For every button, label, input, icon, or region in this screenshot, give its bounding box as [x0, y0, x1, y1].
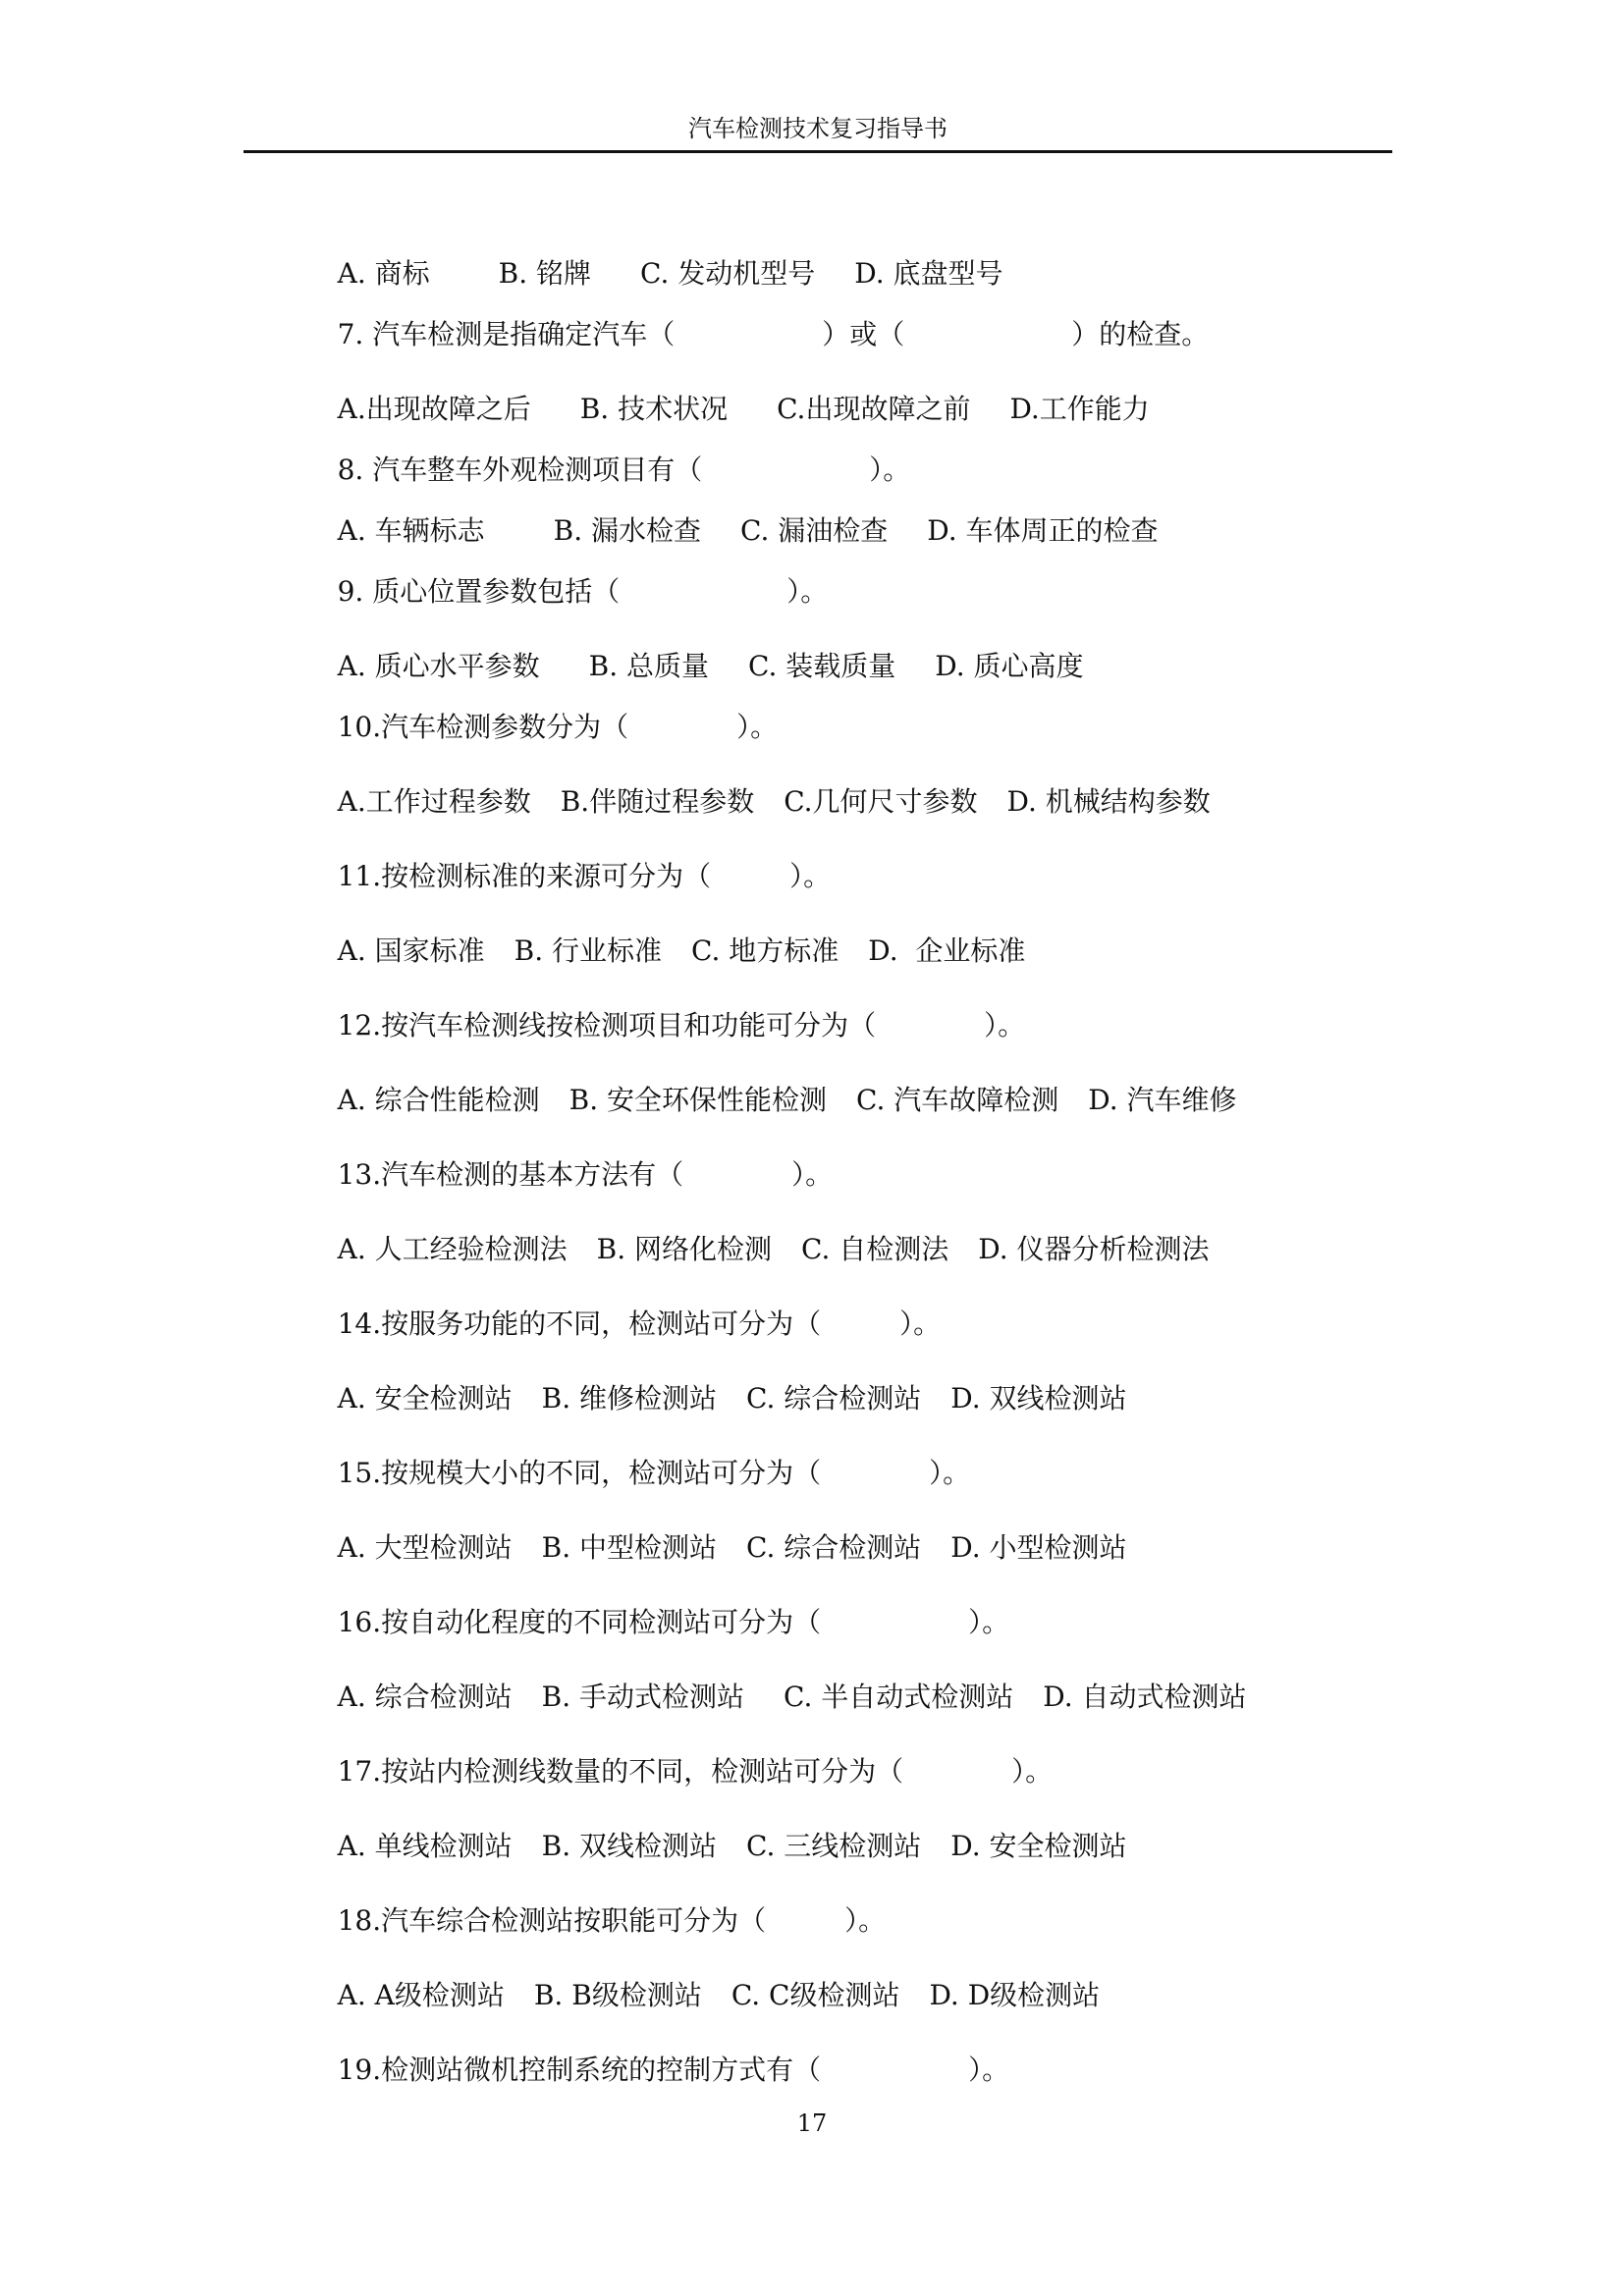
- question-text: ）。: [789, 860, 832, 892]
- option-a: A. 国家标准: [337, 934, 485, 967]
- option-a: A. 商标: [337, 257, 430, 290]
- option-b: B. 铭牌: [498, 257, 592, 290]
- option-d: D. 汽车维修: [1088, 1084, 1237, 1116]
- option-a: A. 大型检测站: [337, 1531, 513, 1564]
- question-text: 15.按规模大小的不同，检测站可分为（: [337, 1457, 822, 1489]
- option-b: B. 技术状况: [579, 393, 729, 425]
- option-c: C. 地方标准: [691, 934, 839, 967]
- question-text: ）。: [844, 1904, 887, 1937]
- question-list: [302, 196, 1363, 2086]
- option-d: D. D级检测站: [929, 1979, 1101, 2011]
- question-text: ）。: [736, 711, 779, 743]
- option-d: D. 仪器分析检测法: [978, 1233, 1210, 1265]
- option-a: A. 安全检测站: [337, 1382, 513, 1415]
- option-b: B. 漏水检查: [553, 514, 702, 547]
- header-divider: [244, 150, 1392, 153]
- question-text: 16.按自动化程度的不同检测站可分为（: [337, 1606, 822, 1638]
- question-text: 11.按检测标准的来源可分为（: [337, 860, 712, 892]
- option-b: B. 总质量: [588, 650, 710, 682]
- option-b: B. 双线检测站: [541, 1830, 718, 1862]
- question-text: ）。: [968, 2054, 1010, 2086]
- option-c: C.几何尺寸参数: [784, 785, 978, 818]
- option-c: C. 发动机型号: [640, 257, 816, 290]
- option-c: C. 汽车故障检测: [856, 1084, 1059, 1116]
- option-a: A. 人工经验检测法: [337, 1233, 568, 1265]
- question-text: 18.汽车综合检测站按职能可分为（: [337, 1904, 767, 1937]
- question-text: ）。: [929, 1457, 971, 1489]
- option-a: A.出现故障之后: [337, 393, 531, 425]
- question-text: 10.汽车检测参数分为（: [337, 711, 629, 743]
- question-text: 7. 汽车检测是指确定汽车（: [337, 318, 676, 350]
- question-text: 19.检测站微机控制系统的控制方式有（: [337, 2054, 822, 2086]
- option-c: C. 自检测法: [801, 1233, 949, 1265]
- question-text: 13.汽车检测的基本方法有（: [337, 1158, 684, 1191]
- option-d: D. 车体周正的检查: [927, 514, 1159, 547]
- option-a: A. 综合检测站: [337, 1681, 513, 1713]
- question-text: ）的检查。: [1071, 318, 1210, 350]
- option-b: B. 中型检测站: [541, 1531, 718, 1564]
- question-text: ）。: [786, 575, 829, 608]
- question-text: 8. 汽车整车外观检测项目有（: [337, 454, 703, 486]
- option-c: C. 综合检测站: [746, 1531, 922, 1564]
- options-line: [302, 200, 1363, 290]
- option-d: D. 机械结构参数: [1006, 785, 1211, 818]
- option-c: C.出现故障之前: [777, 393, 971, 425]
- question-text: 12.按汽车检测线按检测项目和功能可分为（: [337, 1009, 877, 1041]
- question-text: ）。: [791, 1158, 834, 1191]
- question-text: ）或（: [822, 318, 905, 350]
- option-a: A. 质心水平参数: [337, 650, 540, 682]
- option-c: C. 装载质量: [748, 650, 896, 682]
- option-d: D. 底盘型号: [854, 257, 1003, 290]
- option-b: B.伴随过程参数: [560, 785, 755, 818]
- option-d: D. 质心高度: [935, 650, 1084, 682]
- question-text: ）。: [984, 1009, 1026, 1041]
- question-text: ）。: [1011, 1755, 1054, 1788]
- option-c: C. C级检测站: [731, 1979, 900, 2011]
- option-a: A.工作过程参数: [337, 785, 531, 818]
- option-a: A. A级检测站: [337, 1979, 505, 2011]
- option-d: D. 企业标准: [868, 934, 1026, 967]
- option-d: D.工作能力: [1009, 393, 1150, 425]
- option-d: D. 安全检测站: [950, 1830, 1127, 1862]
- option-a: A. 车辆标志: [337, 514, 485, 547]
- question-text: 9. 质心位置参数包括（: [337, 575, 621, 608]
- option-b: B. B级检测站: [533, 1979, 702, 2011]
- option-b: B. 网络化检测: [596, 1233, 773, 1265]
- option-b: B. 行业标准: [514, 934, 663, 967]
- option-c: C. 三线检测站: [746, 1830, 922, 1862]
- option-b: B. 维修检测站: [541, 1382, 718, 1415]
- option-d: D. 小型检测站: [950, 1531, 1127, 1564]
- option-d: D. 自动式检测站: [1043, 1681, 1247, 1713]
- question-text: 17.按站内检测线数量的不同，检测站可分为（: [337, 1755, 904, 1788]
- option-d: D. 双线检测站: [950, 1382, 1127, 1415]
- question-text: ）。: [869, 454, 911, 486]
- option-c: C. 综合检测站: [746, 1382, 922, 1415]
- option-a: A. 综合性能检测: [337, 1084, 540, 1116]
- question-text: ）。: [899, 1308, 942, 1340]
- option-b: B. 安全环保性能检测: [568, 1084, 828, 1116]
- question-text: 14.按服务功能的不同，检测站可分为（: [337, 1308, 822, 1340]
- question-text: ）。: [968, 1606, 1010, 1638]
- option-c: C. 漏油检查: [740, 514, 889, 547]
- option-c: C. 半自动式检测站: [784, 1681, 1014, 1713]
- option-a: A. 单线检测站: [337, 1830, 513, 1862]
- page-number: 17: [796, 2109, 828, 2137]
- option-b: B. 手动式检测站: [541, 1681, 745, 1713]
- running-header: 汽车检测技术复习指导书: [688, 115, 947, 142]
